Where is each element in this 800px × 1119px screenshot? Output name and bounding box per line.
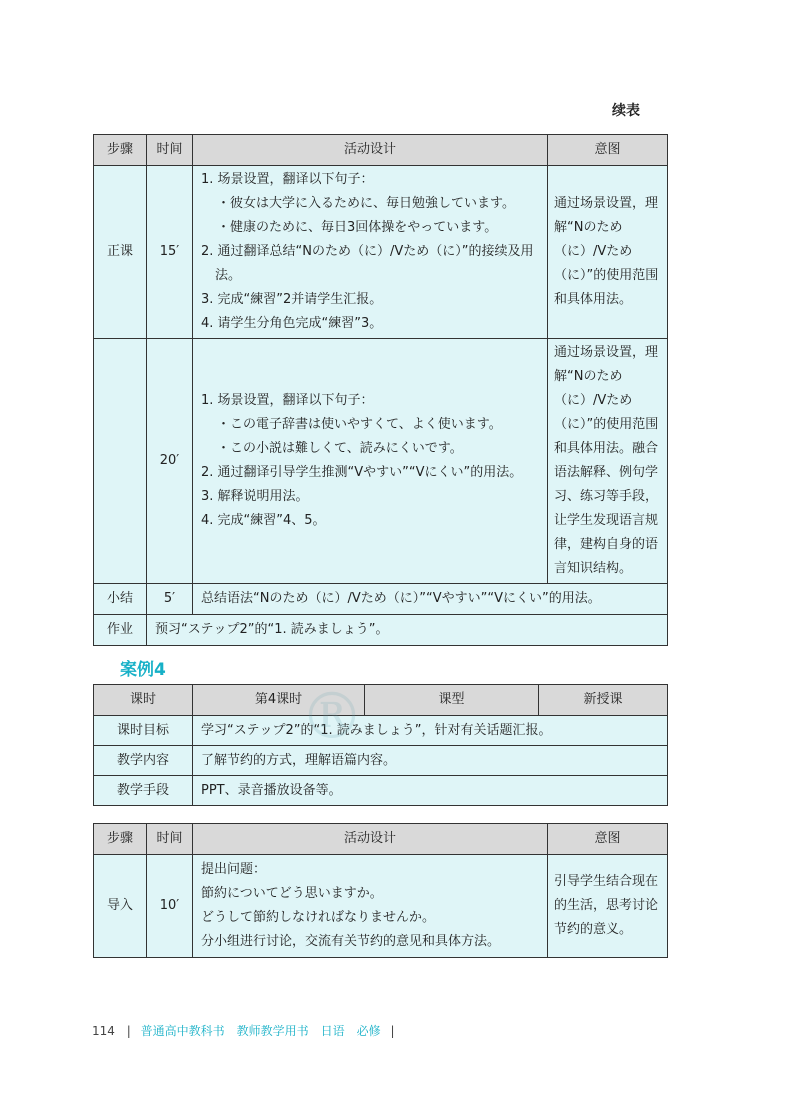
purpose-cell: 通过场景设置，理解“Nのため（に）/Vため（に）”的使用范围和具体用法。融合语法解释、例句学习、练习等手段，让学生发现语言规律，建构自身的语言知识结构。 (548, 339, 668, 584)
time-cell: 20′ (147, 339, 193, 584)
activity-line: 1. 场景设置，翻译以下句子： (201, 393, 374, 408)
activity-line: 2. 通过翻译引导学生推测“Vやすい”“Vにくい”的用法。 (201, 465, 523, 480)
summary-cell: 总结语法“Nのため（に）/Vため（に）”“Vやすい”“Vにくい”的用法。 (193, 584, 668, 615)
page-footer: 114 | 普通高中教科书 教师教学用书 日语 必修 | (92, 1024, 395, 1038)
activity-line: 3. 解释说明用法。 (201, 489, 309, 504)
time-cell: 5′ (147, 584, 193, 615)
activity-line: ・この小説は難しくて、読みにくいです。 (217, 441, 463, 456)
activity-line: 1. 场景设置，翻译以下句子： (201, 172, 374, 187)
row-label: 教学手段 (94, 776, 193, 806)
table-row (94, 776, 668, 806)
step-cell: 小结 (94, 584, 147, 615)
header-purpose: 意图 (548, 824, 668, 855)
activity-line: 4. 完成“練習”4、5。 (201, 513, 326, 528)
activity-line: ・彼女は大学に入るために、毎日勉強しています。 (217, 196, 515, 211)
activity-line: 節約についてどう思いますか。 (201, 886, 383, 901)
activity-line: 分小组进行讨论，交流有关节约的意见和具体方法。 (201, 934, 501, 949)
activity-cell (193, 166, 548, 339)
purpose-cell: 通过场景设置，理解“Nのため（に）/Vため（に）”的使用范围和具体用法。 (548, 166, 668, 339)
header-time: 时间 (147, 824, 193, 855)
page-number: 114 (92, 1024, 115, 1038)
activity-line: 提出问题： (201, 862, 267, 877)
label-type: 课型 (365, 685, 539, 716)
header-purpose: 意图 (548, 135, 668, 166)
activity-table-continued (93, 134, 668, 646)
step-cell (94, 339, 147, 584)
table-row (94, 615, 668, 646)
header-activity: 活动设计 (193, 135, 548, 166)
activity-table (93, 823, 668, 958)
activity-cell (193, 339, 548, 584)
homework-cell: 预习“ステップ2”的“1. 読みましょう”。 (147, 615, 668, 646)
case-title: 案例4 (120, 660, 166, 680)
header-activity: 活动设计 (193, 824, 548, 855)
row-value: PPT、录音播放设备等。 (193, 776, 668, 806)
step-cell: 导入 (94, 855, 147, 958)
header-step: 步骤 (94, 135, 147, 166)
row-label: 教学内容 (94, 746, 193, 776)
table-header-row (94, 685, 668, 716)
row-value: 学习“ステップ2”的“1. 読みましょう”，针对有关话题汇报。 (193, 716, 668, 746)
activity-line: ・この電子辞書は使いやすくて、よく使います。 (217, 417, 502, 432)
table-row (94, 166, 668, 339)
label-lesson: 课时 (94, 685, 193, 716)
table-row (94, 716, 668, 746)
activity-line: 2. 通过翻译总结“Nのため（に）/Vため（に）”的接续及用法。 (201, 244, 534, 283)
table-row (94, 746, 668, 776)
value-type: 新授课 (539, 685, 668, 716)
step-cell: 作业 (94, 615, 147, 646)
step-cell: 正课 (94, 166, 147, 339)
activity-line: どうして節約しなければなりませんか。 (201, 910, 436, 925)
time-cell: 10′ (147, 855, 193, 958)
header-step: 步骤 (94, 824, 147, 855)
book-title: 普通高中教科书 教师教学用书 日语 必修 (140, 1024, 381, 1038)
row-label: 课时目标 (94, 716, 193, 746)
table-header-row (94, 135, 668, 166)
continued-label: 续表 (612, 103, 640, 119)
time-cell: 15′ (147, 166, 193, 339)
activity-cell (193, 855, 548, 958)
value-lesson: 第4课时 (193, 685, 365, 716)
table-row (94, 339, 668, 584)
activity-line: ・健康のために、毎日3回体操をやっています。 (217, 220, 498, 235)
watermark-logo: ® (300, 680, 364, 754)
lesson-info-table (93, 684, 668, 806)
purpose-cell: 引导学生结合现在的生活，思考讨论节约的意义。 (548, 855, 668, 958)
header-time: 时间 (147, 135, 193, 166)
activity-line: 3. 完成“練習”2并请学生汇报。 (201, 292, 383, 307)
row-value: 了解节约的方式，理解语篇内容。 (193, 746, 668, 776)
table-header-row (94, 824, 668, 855)
activity-line: 4. 请学生分角色完成“練習”3。 (201, 316, 383, 331)
table-row (94, 584, 668, 615)
table-row (94, 855, 668, 958)
